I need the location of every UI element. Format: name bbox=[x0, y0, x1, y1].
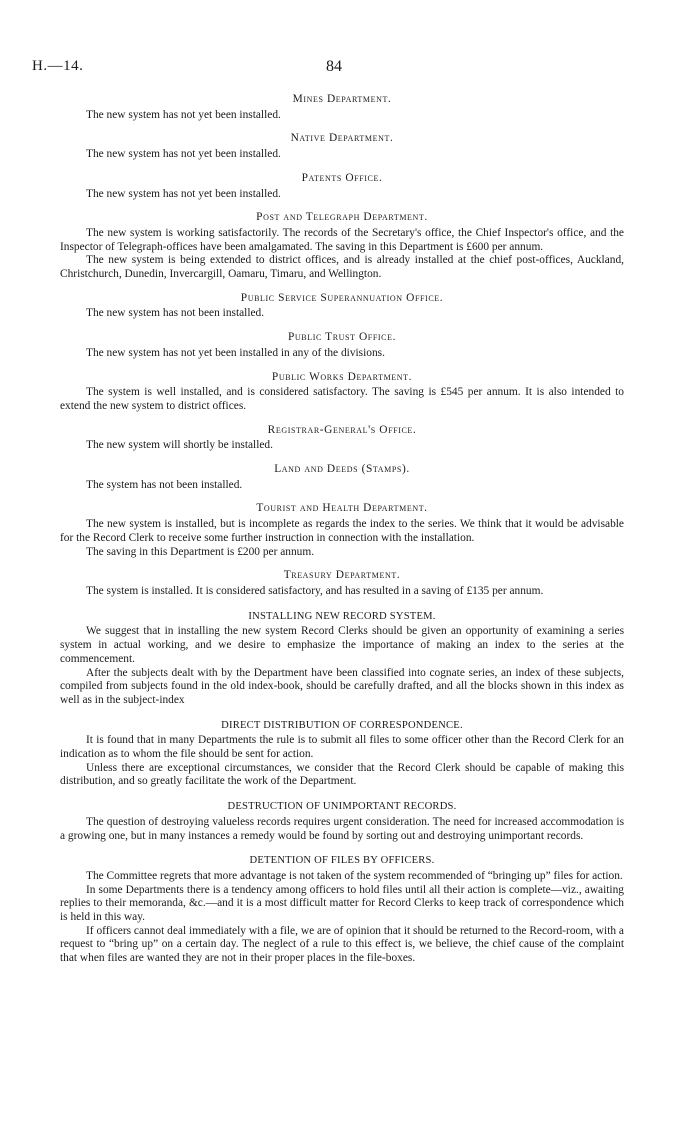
page-header bbox=[0, 0, 700, 80]
paragraph: The new system is installed, but is incomplete as regards the index to the series. We think that it would be advisable for the Record Clerk to receive some further instruction in connection with the installation. bbox=[60, 518, 624, 544]
section-tourist-health bbox=[60, 502, 624, 559]
page-number: 84 bbox=[326, 58, 342, 75]
paragraph: The new system has not yet been installed. bbox=[86, 187, 281, 200]
paragraph: It is found that in many Departments the rule is to submit all files to some officer other than the Record Clerk for an indication as to whom the file should be sent for action. bbox=[60, 734, 624, 761]
section-heading: Land and Deeds (Stamps). bbox=[274, 463, 410, 476]
section-land-deeds bbox=[60, 463, 624, 492]
section-heading: Treasury Department. bbox=[283, 569, 401, 582]
section-direct-distribution bbox=[60, 719, 624, 790]
section-patents-office bbox=[60, 172, 624, 201]
paragraph: The system is well installed, and is considered satisfactory. The saving is £545 per annum. It is also intended to extend the new system to district offices. bbox=[60, 386, 624, 412]
section-heading: Public Works Department. bbox=[271, 370, 413, 383]
section-heading: DESTRUCTION OF UNIMPORTANT RECORDS. bbox=[227, 801, 457, 813]
section-native-department bbox=[60, 132, 624, 161]
section-destruction-records bbox=[60, 800, 624, 843]
section-heading: INSTALLING NEW RECORD SYSTEM. bbox=[248, 610, 436, 622]
section-heading: Native Department. bbox=[290, 132, 394, 145]
paragraph: The new system has not yet been installed. bbox=[86, 148, 281, 161]
paragraph: We suggest that in installing the new system Record Clerks should be given an opportunity of examining a series system in actual working, and we desire to emphasize the importance of making an index to the series at the commencement. bbox=[60, 625, 624, 665]
paragraph: In some Departments there is a tendency among officers to hold files until all their action is complete—viz., awaiting replies to their memoranda, &c.—and it is a most difficult matter for Record Clerks to keep track of correspondence which is held in this way. bbox=[60, 883, 624, 924]
document-reference: H.—14. bbox=[32, 58, 84, 74]
section-superannuation-office bbox=[60, 292, 624, 321]
paragraph: If officers cannot deal immediately with a file, we are of opinion that it should be returned to the Record-room, with a request to “bring up” on a certain day. The neglect of a rule to this effect is, we believe, the chief cause of the complaint that when files are wanted they are not in their proper places in the file-boxes. bbox=[60, 924, 624, 965]
section-heading: Tourist and Health Department. bbox=[256, 502, 428, 515]
section-public-works bbox=[60, 371, 624, 414]
paragraph: Unless there are exceptional circumstances, we consider that the Record Clerk should be capable of making this distribution, and so greatly facilitate the work of the Department. bbox=[60, 761, 624, 788]
section-heading: Registrar-General's Office. bbox=[267, 423, 417, 436]
section-heading: Mines Department. bbox=[292, 93, 392, 105]
section-detention-files bbox=[60, 854, 624, 966]
paragraph: The system is installed. It is considered satisfactory, and has resulted in a saving of £135 per annum. bbox=[86, 584, 544, 597]
paragraph: The system has not been installed. bbox=[86, 478, 243, 491]
paragraph: The new system has not yet been installed. bbox=[86, 108, 281, 121]
section-heading: DIRECT DISTRIBUTION OF CORRESPONDENCE. bbox=[221, 719, 463, 731]
section-heading: DETENTION OF FILES BY OFFICERS. bbox=[249, 855, 435, 867]
paragraph: The new system is working satisfactorily. The records of the Secretary's office, the Chief Inspector's office, and the Inspector of Telegraph-offices have been amalgamated. The saving in this Department is £600 per annum. bbox=[60, 226, 624, 253]
paragraph: The new system will shortly be installed. bbox=[86, 439, 273, 452]
paragraph: The question of destroying valueless records requires urgent consideration. The need for increased accommodation is a growing one, but in many instances a remedy would be found by sorting out and destroying unimportant records. bbox=[60, 815, 624, 842]
page-body bbox=[60, 93, 624, 976]
section-registrar-general bbox=[60, 424, 624, 453]
paragraph: The new system has not been installed. bbox=[86, 307, 265, 320]
section-mines-department bbox=[60, 93, 624, 122]
paragraph: The Committee regrets that more advantage is not taken of the system recommended of “bringing up” files for action. bbox=[86, 869, 623, 882]
section-treasury bbox=[60, 569, 624, 598]
paragraph: The new system is being extended to district offices, and is already installed at the chief post-offices, Auckland, Christchurch, Dunedin, Invercargill, Oamaru, Timaru, and Wellington. bbox=[60, 254, 624, 281]
section-heading: Patents Office. bbox=[301, 171, 383, 184]
section-public-trust bbox=[60, 331, 624, 360]
section-heading: Public Service Superannuation Office. bbox=[240, 291, 444, 304]
paragraph: After the subjects dealt with by the Department have been classified into cognate series, an index of these subjects, compiled from subjects found in the old index-book, should be carefully drafted, and all the blocks shown in this index as well as in the subject-index bbox=[60, 666, 624, 706]
section-post-telegraph bbox=[60, 211, 624, 282]
section-heading: Post and Telegraph Department. bbox=[256, 211, 428, 224]
section-heading: Public Trust Office. bbox=[287, 331, 397, 344]
paragraph: The saving in this Department is £200 per annum. bbox=[86, 545, 315, 558]
paragraph: The new system has not yet been installed in any of the divisions. bbox=[86, 346, 385, 359]
section-installing-new-record-system bbox=[60, 610, 624, 708]
